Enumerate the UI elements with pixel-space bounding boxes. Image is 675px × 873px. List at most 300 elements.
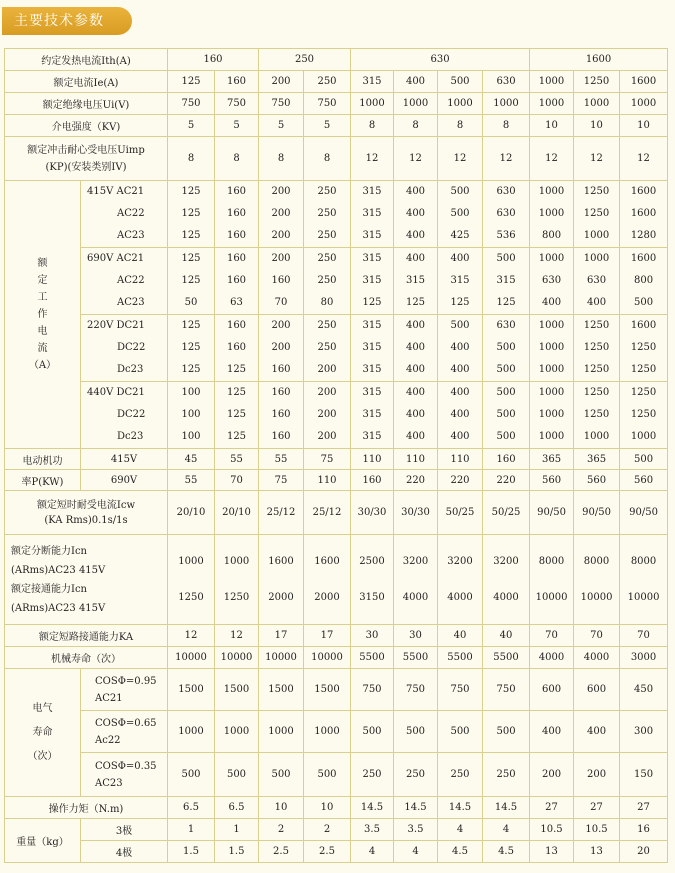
- value-cell: 750: [259, 93, 304, 115]
- value-cell: 27: [530, 797, 574, 819]
- value-cell: 2: [304, 819, 351, 841]
- category-line: AC23: [117, 297, 145, 308]
- value-cell: 1000: [620, 93, 668, 115]
- value-line: 630: [496, 208, 516, 219]
- label-line: 额定分断能力Icn: [11, 545, 87, 557]
- value-cell: 500: [168, 753, 215, 797]
- value-line: 630: [496, 320, 516, 331]
- value-line: 100: [181, 387, 201, 398]
- value-line: 400: [405, 431, 426, 442]
- label-char: 工: [37, 292, 48, 303]
- value-line: 500: [633, 297, 654, 308]
- value-cell: 6.5: [215, 797, 259, 819]
- value-line: 1250: [583, 186, 610, 197]
- value-line: 125: [226, 387, 247, 398]
- value-cell: 25/12: [304, 491, 351, 535]
- value-line: 400: [405, 387, 426, 398]
- breaking-value: 3200: [493, 555, 519, 567]
- value-line: 1000: [538, 409, 565, 420]
- value-cell: 12: [574, 137, 620, 181]
- value-line: 1600: [630, 208, 657, 219]
- value-cell: 4000: [574, 647, 620, 669]
- value-cell: 220: [394, 470, 438, 491]
- value-cell: 90/50: [620, 491, 668, 535]
- value-cell: 560: [574, 470, 620, 491]
- operating-current-label: [5, 181, 81, 449]
- value-cell: 1500: [215, 669, 259, 711]
- value-cell: [259, 535, 304, 625]
- breaking-value: 8000: [583, 555, 610, 567]
- value-cell: [530, 535, 574, 625]
- torque-label: 操作力矩（N.m): [5, 797, 168, 819]
- value-line: 200: [317, 387, 337, 398]
- value-line: 50: [184, 297, 198, 308]
- value-line: 125: [181, 208, 201, 219]
- value-line: 125: [362, 297, 382, 308]
- value-line: 1600: [630, 253, 657, 264]
- label-line: 电气: [32, 702, 53, 714]
- value-line: 315: [362, 230, 382, 241]
- value-line: 1600: [630, 320, 657, 331]
- value-cell: [620, 248, 668, 315]
- breaking-value: 1000: [223, 555, 250, 567]
- value-cell: 70: [530, 625, 574, 647]
- value-line: 125: [226, 364, 247, 375]
- value-cell: 8: [168, 137, 215, 181]
- header-group: 1600: [530, 49, 668, 71]
- value-cell: 1500: [304, 669, 351, 711]
- breaking-value: 8000: [630, 555, 657, 567]
- value-cell: 1.5: [215, 841, 259, 863]
- table-row: [5, 625, 668, 647]
- table-row: [5, 669, 668, 711]
- value-line: 160: [226, 342, 247, 353]
- value-cell: [394, 181, 438, 248]
- value-cell: 12: [438, 137, 483, 181]
- value-line: 315: [450, 275, 470, 286]
- breaking-value: 1600: [268, 555, 294, 567]
- value-line: 500: [496, 387, 516, 398]
- value-cell: 40: [438, 625, 483, 647]
- value-line: 63: [230, 297, 243, 308]
- value-cell: 8: [259, 137, 304, 181]
- value-line: 315: [362, 275, 382, 286]
- label-char: 定: [37, 275, 48, 286]
- value-cell: 8: [483, 115, 530, 137]
- label-char: 流: [37, 343, 48, 354]
- value-cell: 8: [215, 137, 259, 181]
- value-line: 125: [181, 186, 201, 197]
- value-cell: 1000: [530, 71, 574, 93]
- value-cell: 500: [215, 753, 259, 797]
- value-line: 400: [450, 364, 470, 375]
- value-line: 1250: [583, 387, 610, 398]
- value-line: 250: [317, 230, 337, 241]
- breaking-capacity-label: [5, 535, 168, 625]
- value-cell: 4.5: [483, 841, 530, 863]
- value-cell: [168, 315, 215, 382]
- row-label: 额定绝缘电压Ui(V): [5, 93, 168, 115]
- value-line: 315: [362, 208, 382, 219]
- category-line: AC21: [95, 692, 123, 704]
- breaking-value: 1000: [178, 555, 204, 567]
- motor-power-label: 率P(KW): [5, 470, 81, 491]
- value-cell: 10000: [168, 647, 215, 669]
- value-cell: [574, 181, 620, 248]
- value-cell: [394, 535, 438, 625]
- value-cell: 5500: [438, 647, 483, 669]
- value-cell: 1: [215, 819, 259, 841]
- table-row: [5, 71, 668, 93]
- value-line: 1250: [583, 409, 610, 420]
- value-line: 500: [450, 186, 470, 197]
- making-value: 4000: [447, 591, 473, 603]
- value-line: 125: [181, 364, 201, 375]
- value-line: 125: [181, 320, 201, 331]
- value-cell: [438, 181, 483, 248]
- value-cell: [530, 181, 574, 248]
- table-row: [5, 470, 668, 491]
- table-row: [5, 49, 668, 71]
- value-cell: 500: [259, 753, 304, 797]
- value-cell: 5: [259, 115, 304, 137]
- mech-life-label: 机械寿命（次）: [5, 647, 168, 669]
- value-cell: 8: [351, 115, 394, 137]
- value-cell: 75: [304, 449, 351, 470]
- value-line: 160: [271, 409, 291, 420]
- value-cell: [351, 248, 394, 315]
- value-line: 70: [274, 297, 288, 308]
- table-row: [5, 315, 668, 382]
- value-cell: 10000: [304, 647, 351, 669]
- value-line: 630: [586, 275, 607, 286]
- value-cell: 500: [438, 711, 483, 753]
- value-cell: [574, 382, 620, 449]
- value-cell: 1000: [215, 711, 259, 753]
- value-cell: [351, 181, 394, 248]
- value-cell: 50/25: [438, 491, 483, 535]
- value-cell: [304, 382, 351, 449]
- value-cell: 27: [620, 797, 668, 819]
- value-line: 250: [317, 186, 337, 197]
- value-line: 315: [362, 431, 382, 442]
- value-cell: 500: [438, 71, 483, 93]
- value-cell: 90/50: [530, 491, 574, 535]
- category-line: COSΦ=0.95: [95, 675, 157, 687]
- value-line: 200: [271, 230, 291, 241]
- value-cell: 560: [620, 470, 668, 491]
- value-line: 630: [496, 186, 516, 197]
- value-line: 400: [450, 409, 470, 420]
- category-line: AC23: [95, 777, 123, 789]
- value-cell: 8: [438, 115, 483, 137]
- row-label: 介电强度（KV): [5, 115, 168, 137]
- value-cell: [620, 181, 668, 248]
- value-cell: 70: [620, 625, 668, 647]
- value-cell: 10.5: [574, 819, 620, 841]
- value-cell: 10: [530, 115, 574, 137]
- short-circuit-label: 额定短路接通能力KA: [5, 625, 168, 647]
- value-cell: 2.5: [304, 841, 351, 863]
- label-line: 额定接通能力Icn: [11, 583, 87, 595]
- value-line: 1250: [583, 208, 610, 219]
- value-cell: [394, 248, 438, 315]
- value-cell: [483, 181, 530, 248]
- value-cell: 1250: [574, 71, 620, 93]
- value-cell: 1000: [438, 93, 483, 115]
- value-cell: 2: [259, 819, 304, 841]
- section-title-badge: 主要技术参数: [2, 7, 132, 35]
- value-cell: 10: [259, 797, 304, 819]
- value-cell: 25/12: [259, 491, 304, 535]
- value-line: 125: [226, 431, 247, 442]
- value-cell: 750: [351, 669, 394, 711]
- table-row: [5, 797, 668, 819]
- value-cell: 20: [620, 841, 668, 863]
- short-time-label: [5, 491, 168, 535]
- value-line: 315: [362, 342, 382, 353]
- value-cell: [304, 535, 351, 625]
- value-line: 1280: [630, 230, 657, 241]
- value-line: 500: [496, 253, 516, 264]
- value-cell: 8: [394, 115, 438, 137]
- value-cell: [351, 315, 394, 382]
- value-line: 100: [181, 409, 201, 420]
- header-group: 630: [351, 49, 530, 71]
- value-line: 125: [405, 297, 426, 308]
- value-cell: 12: [351, 137, 394, 181]
- value-cell: [351, 382, 394, 449]
- value-cell: 750: [168, 93, 215, 115]
- value-line: 160: [226, 253, 247, 264]
- making-value: 1250: [178, 591, 204, 603]
- value-line: 125: [496, 297, 516, 308]
- value-cell: [483, 382, 530, 449]
- value-cell: 250: [351, 753, 394, 797]
- value-cell: 150: [620, 753, 668, 797]
- value-line: 1000: [538, 320, 565, 331]
- value-cell: 14.5: [483, 797, 530, 819]
- label-line: （次）: [27, 750, 58, 762]
- value-cell: 30: [351, 625, 394, 647]
- voltage-category: [81, 382, 168, 449]
- value-cell: 750: [483, 669, 530, 711]
- value-cell: 50/25: [483, 491, 530, 535]
- value-cell: [574, 535, 620, 625]
- value-cell: 630: [483, 71, 530, 93]
- category-line: DC22: [117, 342, 146, 353]
- value-cell: 4: [438, 819, 483, 841]
- value-cell: 10: [620, 115, 668, 137]
- value-cell: 1000: [351, 93, 394, 115]
- value-line: 125: [181, 342, 201, 353]
- value-cell: 250: [304, 71, 351, 93]
- value-cell: 5: [168, 115, 215, 137]
- value-line: 250: [317, 342, 337, 353]
- value-cell: 16: [620, 819, 668, 841]
- table-row: [5, 115, 668, 137]
- value-cell: [215, 248, 259, 315]
- value-line: 315: [496, 275, 516, 286]
- category-line: DC22: [117, 409, 146, 420]
- breaking-value: 3200: [402, 555, 429, 567]
- value-line: 160: [226, 186, 247, 197]
- value-cell: 17: [304, 625, 351, 647]
- breaking-value: 3200: [447, 555, 473, 567]
- value-cell: [304, 248, 351, 315]
- value-cell: [215, 382, 259, 449]
- value-cell: 400: [530, 711, 574, 753]
- power-factor-category: [81, 669, 168, 711]
- value-line: 200: [317, 409, 337, 420]
- value-line: 250: [317, 320, 337, 331]
- value-cell: [259, 382, 304, 449]
- value-cell: [620, 382, 668, 449]
- value-line: 500: [496, 409, 516, 420]
- value-cell: [530, 315, 574, 382]
- value-line: 400: [405, 208, 426, 219]
- value-cell: 110: [394, 449, 438, 470]
- value-cell: [259, 248, 304, 315]
- value-line: 125: [450, 297, 470, 308]
- breaking-value: 1600: [314, 555, 340, 567]
- value-cell: 5500: [483, 647, 530, 669]
- row-label: [5, 137, 168, 181]
- value-cell: 2.5: [259, 841, 304, 863]
- category-line: 415V AC21: [87, 186, 145, 197]
- value-cell: [620, 535, 668, 625]
- weight-label: 重量（kg）: [5, 819, 81, 863]
- value-line: 1000: [583, 253, 610, 264]
- value-line: 1250: [630, 364, 657, 375]
- table-row: [5, 181, 668, 248]
- value-cell: 20/10: [168, 491, 215, 535]
- value-line: 400: [450, 431, 470, 442]
- value-cell: 3.5: [394, 819, 438, 841]
- table-row: [5, 382, 668, 449]
- value-cell: 70: [215, 470, 259, 491]
- label-line: (ARms)AC23 415V: [11, 602, 106, 614]
- value-cell: 1000: [168, 711, 215, 753]
- value-line: 315: [362, 364, 382, 375]
- value-cell: 750: [394, 669, 438, 711]
- value-line: 800: [541, 230, 562, 241]
- label-char: （A）: [28, 360, 57, 371]
- value-cell: 5: [304, 115, 351, 137]
- value-cell: 315: [351, 71, 394, 93]
- value-cell: 55: [215, 449, 259, 470]
- value-cell: 200: [259, 71, 304, 93]
- value-cell: 8: [304, 137, 351, 181]
- value-cell: 450: [620, 669, 668, 711]
- value-line: 1000: [538, 387, 565, 398]
- value-line: 1000: [583, 230, 610, 241]
- value-line: 125: [181, 253, 201, 264]
- value-cell: 12: [483, 137, 530, 181]
- table-row: [5, 819, 668, 841]
- value-cell: [259, 315, 304, 382]
- value-cell: 14.5: [351, 797, 394, 819]
- value-line: 1600: [630, 186, 657, 197]
- value-cell: [574, 315, 620, 382]
- spec-table-body: [5, 49, 668, 863]
- breaking-value: 8000: [538, 555, 565, 567]
- value-cell: 5: [215, 115, 259, 137]
- value-cell: 1000: [483, 93, 530, 115]
- voltage-category: [81, 181, 168, 248]
- value-cell: 160: [483, 449, 530, 470]
- value-line: 160: [226, 275, 247, 286]
- making-value: 1250: [223, 591, 250, 603]
- table-row: [5, 449, 668, 470]
- value-cell: [215, 535, 259, 625]
- value-cell: 1000: [259, 711, 304, 753]
- table-row: [5, 647, 668, 669]
- table-row: [5, 535, 668, 625]
- value-line: 200: [271, 253, 291, 264]
- value-cell: 1600: [620, 71, 668, 93]
- value-cell: 55: [168, 470, 215, 491]
- value-line: 400: [405, 253, 426, 264]
- header-label: 约定发热电流Ith(A): [5, 49, 168, 71]
- making-value: 3150: [359, 591, 385, 603]
- value-line: 160: [271, 387, 291, 398]
- value-line: 80: [320, 297, 334, 308]
- table-row: [5, 753, 668, 797]
- value-cell: 500: [304, 753, 351, 797]
- value-line: 400: [541, 297, 562, 308]
- value-cell: [620, 315, 668, 382]
- value-line: 200: [317, 364, 337, 375]
- value-line: 200: [317, 431, 337, 442]
- value-cell: 4000: [530, 647, 574, 669]
- value-cell: [438, 248, 483, 315]
- value-cell: 14.5: [438, 797, 483, 819]
- value-cell: 220: [438, 470, 483, 491]
- table-row: [5, 248, 668, 315]
- label-char: 额: [37, 258, 48, 269]
- value-line: 400: [586, 297, 607, 308]
- making-value: 4000: [402, 591, 429, 603]
- value-cell: 4: [394, 841, 438, 863]
- value-line: 500: [496, 342, 516, 353]
- value-cell: 6.5: [168, 797, 215, 819]
- value-cell: 160: [215, 71, 259, 93]
- value-cell: 250: [394, 753, 438, 797]
- value-line: 315: [362, 253, 382, 264]
- value-cell: 12: [168, 625, 215, 647]
- value-cell: [351, 535, 394, 625]
- value-line: 400: [405, 409, 426, 420]
- voltage-category: [81, 315, 168, 382]
- value-cell: 10000: [259, 647, 304, 669]
- value-line: 1000: [538, 431, 565, 442]
- value-cell: 200: [530, 753, 574, 797]
- value-line: 1000: [538, 253, 565, 264]
- value-cell: [530, 248, 574, 315]
- value-line: 1000: [538, 186, 565, 197]
- value-cell: [438, 315, 483, 382]
- value-cell: [438, 382, 483, 449]
- value-cell: 30/30: [394, 491, 438, 535]
- value-line: 500: [496, 364, 516, 375]
- making-value: 2000: [268, 591, 294, 603]
- label-char: 作: [37, 309, 48, 320]
- value-cell: 1.5: [168, 841, 215, 863]
- category-line: 690V AC21: [87, 253, 145, 264]
- value-cell: 600: [530, 669, 574, 711]
- value-cell: 110: [304, 470, 351, 491]
